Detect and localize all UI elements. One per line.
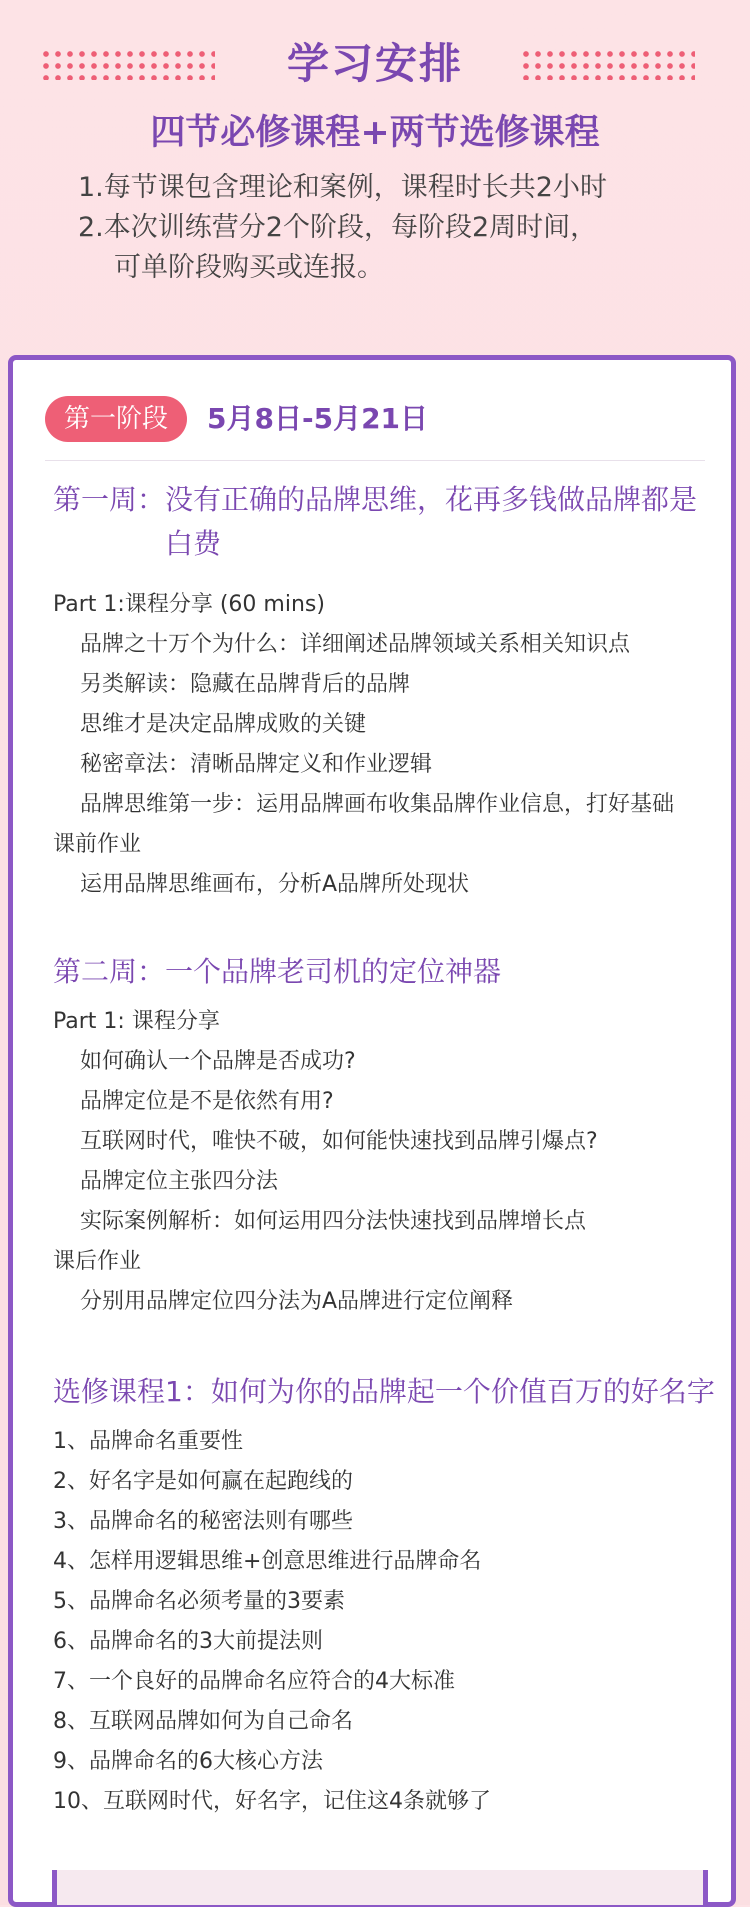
list-item: 1、品牌命名重要性 bbox=[53, 1429, 243, 1454]
header bbox=[0, 0, 750, 355]
list-item: 品牌定位主张四分法 bbox=[80, 1169, 279, 1194]
intro-line-1: 1.每节课包含理论和案例，课程时长共2小时 bbox=[78, 172, 607, 203]
list-item: 4、怎样用逻辑思维+创意思维进行品牌命名 bbox=[53, 1549, 482, 1574]
list-item: 品牌之十万个为什么：详细阐述品牌领域关系相关知识点 bbox=[80, 632, 631, 657]
week2-label: 第二周： bbox=[53, 955, 166, 988]
list-item: 品牌定位是不是依然有用? bbox=[80, 1089, 334, 1114]
list-item: 品牌思维第一步：运用品牌画布收集品牌作业信息，打好基础 bbox=[80, 792, 675, 817]
list-item: 2、好名字是如何赢在起跑线的 bbox=[53, 1469, 353, 1494]
list-item: 秘密章法：清晰品牌定义和作业逻辑 bbox=[80, 752, 433, 777]
list-item: 10、互联网时代，好名字，记住这4条就够了 bbox=[53, 1789, 491, 1814]
title-row bbox=[0, 38, 750, 94]
elective1-content bbox=[53, 1422, 723, 1822]
intro-line-2: 2.本次训练营分2个阶段，每阶段2周时间， bbox=[78, 212, 598, 243]
page-subtitle: 四节必修课程+两节选修课程 bbox=[150, 113, 600, 153]
list-item: 9、品牌命名的6大核心方法 bbox=[53, 1749, 323, 1774]
list-item: 互联网时代，唯快不破，如何能快速找到品牌引爆点? bbox=[80, 1129, 598, 1154]
divider bbox=[45, 460, 705, 461]
week2-title-text: 一个品牌老司机的定位神器 bbox=[165, 955, 502, 988]
list-item: 7、一个良好的品牌命名应符合的4大标准 bbox=[53, 1669, 455, 1694]
week2-title bbox=[53, 950, 713, 994]
week1-content bbox=[53, 585, 723, 905]
week1-label: 第一周： bbox=[53, 483, 166, 516]
dot-pattern-right-icon bbox=[520, 48, 695, 80]
list-item: 8、互联网品牌如何为自己命名 bbox=[53, 1709, 353, 1734]
week1-title bbox=[53, 478, 713, 566]
list-item: 6、品牌命名的3大前提法则 bbox=[53, 1629, 323, 1654]
intro-line-3: 可单阶段购买或连报。 bbox=[114, 252, 384, 283]
week1-title-text: 没有正确的品牌思维，花再多钱做品牌都是白费 bbox=[165, 483, 698, 560]
elective1-title: 选修课程1：如何为你的品牌起一个价值百万的好名字 bbox=[53, 1375, 715, 1408]
page-title: 学习安排 bbox=[286, 39, 463, 88]
week2-part: Part 1: 课程分享 bbox=[53, 1009, 220, 1034]
list-item: 3、品牌命名的秘密法则有哪些 bbox=[53, 1509, 353, 1534]
stage-badge: 第一阶段 bbox=[45, 396, 187, 442]
week2-content bbox=[53, 1002, 723, 1322]
list-item: 如何确认一个品牌是否成功? bbox=[80, 1049, 356, 1074]
list-item: 实际案例解析：如何运用四分法快速找到品牌增长点 bbox=[80, 1209, 587, 1234]
intro-notes bbox=[78, 168, 718, 288]
list-item: 另类解读：隐藏在品牌背后的品牌 bbox=[80, 672, 411, 697]
week1-homework: 运用品牌思维画布，分析A品牌所处现状 bbox=[80, 872, 470, 897]
list-item: 思维才是决定品牌成败的关键 bbox=[80, 712, 367, 737]
week2-homework: 分别用品牌定位四分法为A品牌进行定位阐释 bbox=[80, 1289, 514, 1314]
stage-dates: 5月8日-5月21日 bbox=[207, 402, 429, 435]
next-card-edge bbox=[52, 1870, 708, 1905]
list-item: 5、品牌命名必须考量的3要素 bbox=[53, 1589, 345, 1614]
week2-homework-label: 课后作业 bbox=[53, 1249, 142, 1274]
schedule-card bbox=[8, 355, 736, 1907]
week1-part: Part 1:课程分享 (60 mins) bbox=[53, 592, 325, 617]
week1-homework-label: 课前作业 bbox=[53, 832, 142, 857]
